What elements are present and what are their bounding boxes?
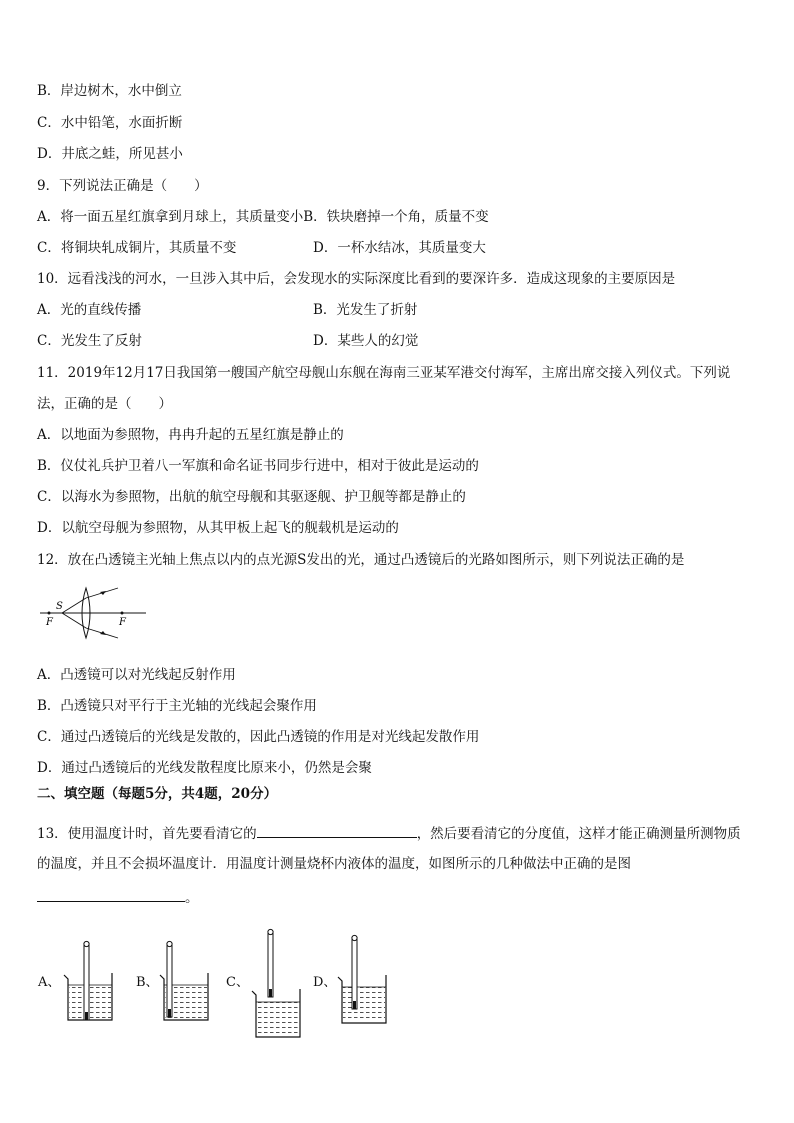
beaker-b (160, 941, 208, 1020)
figure-label-d: D、 (313, 975, 337, 990)
q11-stem-line2: 法，正确的是（ ） (37, 396, 172, 412)
beaker-a (64, 941, 112, 1020)
q13-end: 。 (185, 890, 199, 906)
beaker-c (252, 929, 300, 1037)
q10-option-c: C．光发生了反射 (37, 333, 142, 349)
q11-option-c: C．以海水为参照物，出航的航空母舰和其驱逐舰、护卫舰等都是静止的 (37, 489, 466, 505)
q12-stem: 12．放在凸透镜主光轴上焦点以内的点光源S发出的光，通过凸透镜后的光路如图所示，则下列说法正确的是 (37, 552, 685, 568)
focus-left-label: F (46, 617, 53, 628)
q13-line2: 的温度，并且不会损坏温度计．用温度计测量烧杯内液体的温度，如图所示的几种做法中正确的是图 (37, 856, 631, 872)
q13-part1: 13．使用温度计时，首先要看清它的 (37, 826, 257, 842)
q9-option-d: D．一杯水结冰，其质量变大 (313, 240, 486, 256)
thermometer-c (268, 933, 273, 997)
q13-line3 (37, 887, 199, 907)
section-heading: 二、填空题（每题5分，共4题，20分） (37, 786, 278, 802)
q12-option-a: A．凸透镜可以对光线起反射作用 (37, 667, 236, 683)
q10-option-a: A．光的直线传播 (37, 302, 142, 318)
q8-option-b: B．岸边树木，水中倒立 (37, 83, 182, 99)
q13-line1 (37, 823, 741, 843)
q11-option-b: B．仪仗礼兵护卫着八一军旗和命名证书同步行进中，相对于彼此是运动的 (37, 458, 479, 474)
source-label-s: S (56, 601, 63, 612)
q10-option-d: D．某些人的幻觉 (313, 333, 419, 349)
thermometer-b (167, 945, 172, 1017)
q10-stem: 10．远看浅浅的河水，一旦涉入其中后，会发现水的实际深度比看到的要深许多．造成这现象的主要原因是 (37, 271, 676, 287)
q13-part2: ，然后要看清它的分度值，这样才能正确测量所测物质 (416, 826, 741, 842)
q11-option-d: D．以航空母舰为参照物，从其甲板上起飞的舰载机是运动的 (37, 520, 399, 536)
convex-lens-diagram (36, 584, 152, 642)
figure-label-a: A、 (38, 975, 61, 990)
figure-label-c: C、 (226, 975, 249, 990)
beaker-d (338, 935, 386, 1023)
q11-option-a: A．以地面为参照物，冉冉升起的五星红旗是静止的 (37, 427, 344, 443)
focus-left-dot (48, 612, 51, 615)
focus-right-dot (121, 612, 124, 615)
q13-answer-blank-2[interactable] (37, 887, 185, 902)
q9-option-c: C．将铜块轧成铜片，其质量不变 (37, 240, 237, 256)
q12-option-c: C．通过凸透镜后的光线是发散的，因此凸透镜的作用是对光线起发散作用 (37, 729, 480, 745)
q9-option-a-b: A．将一面五星红旗拿到月球上，其质量变小B．铁块磨掉一个角，质量不变 (37, 209, 489, 225)
q11-stem-line1: 11．2019年12月17日我国第一艘国产航空母舰山东舰在海南三亚某军港交付海军，主席出席交接入列仪式。下列说 (37, 365, 731, 381)
thermometer-d (352, 939, 357, 1009)
q8-option-c: C．水中铅笔，水面折断 (37, 115, 183, 131)
q8-option-d: D．井底之蛙，所见甚小 (37, 146, 183, 162)
q12-option-b: B．凸透镜只对平行于主光轴的光线起会聚作用 (37, 698, 317, 714)
thermometer-figures (0, 925, 400, 1045)
focus-right-label: F (119, 617, 126, 628)
q12-option-d: D．通过凸透镜后的光线发散程度比原来小，仍然是会聚 (37, 760, 372, 776)
figure-label-b: B、 (136, 975, 159, 990)
q13-answer-blank-1[interactable] (257, 823, 417, 838)
thermometer-a (84, 945, 89, 1020)
q9-stem: 9．下列说法正确是（ ） (37, 178, 208, 194)
q10-option-b: B．光发生了折射 (313, 302, 418, 318)
